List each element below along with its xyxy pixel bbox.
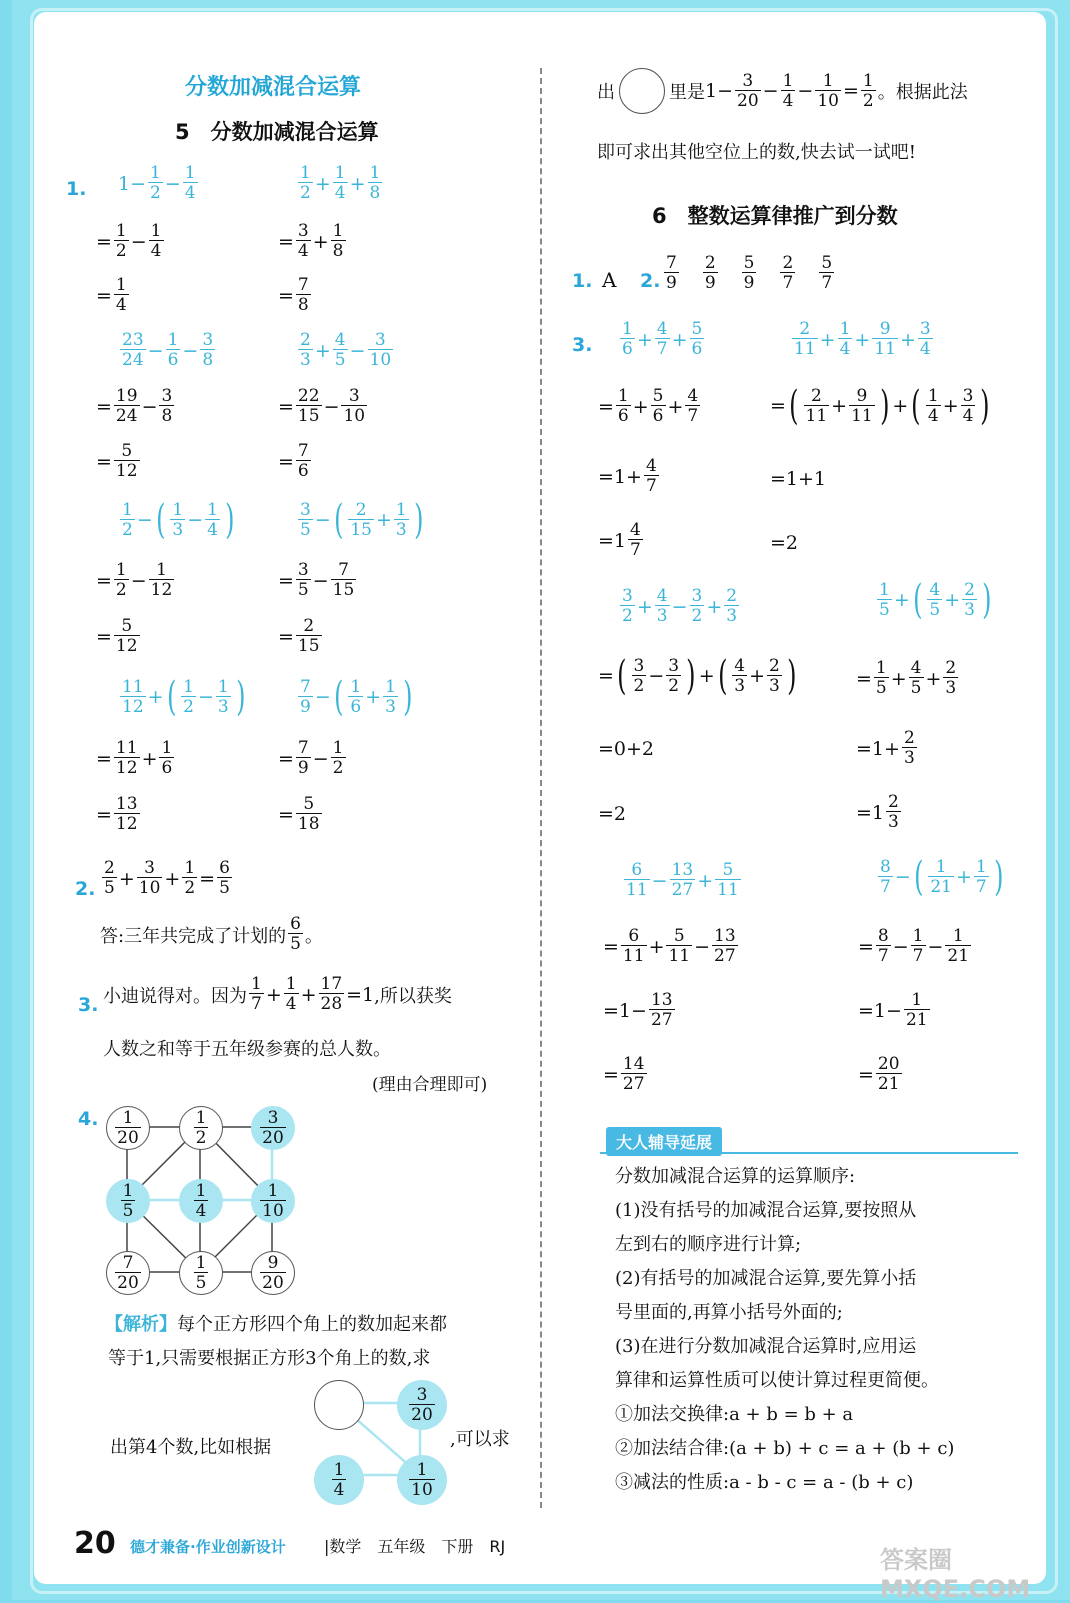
ext-line: 算律和运算性质可以使计算过程更简便。 [615,1370,939,1391]
q4-node-filled: $\frac{1}{4}$ [179,1179,223,1223]
q1d-step1: = $\frac{22}{15}$ − $\frac{3}{10}$ [278,386,366,426]
r3e-step3: = $\frac{14}{27}$ [603,1054,645,1094]
r3a-expr: $\frac{1}{6}$ + $\frac{4}{7}$ + $\frac{5}{6}$ [622,319,703,359]
main-title: 分数加减混合运算 [185,75,362,100]
extension-rule [600,1152,1018,1154]
q1h-expr: $\frac{7}{9}$ − ( $\frac{1}{6}$ + $\frac{1}{3}$ ) [300,674,413,720]
ext-line: ②加法结合律:(a + b) + c = a + (b + c) [615,1438,955,1459]
q1h-step2: = $\frac{5}{18}$ [278,794,320,834]
analysis-node-filled: $\frac{1}{4}$ [314,1455,364,1505]
ext-line: 号里面的,再算小括号外面的; [615,1302,843,1323]
q3-line1: 小迪说得对。因为 $\frac{1}{7}$ + $\frac{1}{4}$ + $\frac{17}{28}$ =1 ,所以获奖 [103,974,452,1014]
q3-label: 3. [78,994,99,1016]
column-divider [540,68,542,1508]
q1d-step2: = $\frac{7}{6}$ [278,441,309,481]
r3d-expr: $\frac{1}{5}$ + ( $\frac{4}{5}$ + $\frac{2}{3}$ ) [879,577,992,623]
q1f-step2: = $\frac{2}{15}$ [278,616,320,656]
ext-line: (2)有括号的加减混合运算,要先算小括 [615,1268,917,1289]
r3b-step3: =2 [770,532,799,554]
r3e-step1: = $\frac{6}{11}$ + $\frac{5}{11}$ − $\frac{13}{27}$ [603,926,736,966]
right-top-line1: 出 里是 1− $\frac{3}{20}$ − $\frac{1}{4}$ − $\frac{1}{10}$ = $\frac{1}{2}$ 。根据此法 [597,68,968,114]
r-q2-label: 2. [640,270,661,292]
r3e-step2: =1− $\frac{13}{27}$ [603,990,673,1030]
q1a-step1: = $\frac{1}{2}$ − $\frac{1}{4}$ [96,221,162,261]
r3f-step3: = $\frac{20}{21}$ [858,1054,900,1094]
r3b-step1: = ( $\frac{2}{11}$ + $\frac{9}{11}$ ) + ( $\frac{1}{4}$ + $\frac{3}{4}$ ) [770,383,990,429]
q1f-expr: $\frac{3}{5}$ − ( $\frac{2}{15}$ + $\frac{1}{3}$ ) [300,497,424,543]
r-q1-answer: A [602,268,617,292]
q4-node: $\frac{1}{5}$ [179,1251,223,1295]
empty-circle [619,68,665,114]
q4-node: $\frac{1}{2}$ [179,1106,223,1150]
q3-note: (理由合理即可) [372,1075,488,1095]
ext-line: ①加法交换律:a + b = b + a [615,1404,854,1425]
analysis-line2: 等于1,只需要根据正方形3个角上的数,求 [108,1348,431,1369]
r-q3-label: 3. [572,334,593,356]
q1b-step1: = $\frac{3}{4}$ + $\frac{1}{8}$ [278,221,344,261]
right-top-line2: 即可求出其他空位上的数,快去试一试吧! [597,142,916,163]
r3f-step2: =1− $\frac{1}{21}$ [858,990,928,1030]
q1a-step2: = $\frac{1}{4}$ [96,275,127,315]
r3d-step1: = $\frac{1}{5}$ + $\frac{4}{5}$ + $\frac{2}{3}$ [856,658,957,698]
r3a-step1: = $\frac{1}{6}$ + $\frac{5}{6}$ + $\frac{4}{7}$ [598,386,699,426]
analysis-line4: ,可以求 [450,1429,510,1450]
r3a-step2: =1+ $\frac{4}{7}$ [598,456,657,496]
q4-node: $\frac{7}{20}$ [106,1251,150,1295]
q1f-step1: = $\frac{3}{5}$ − $\frac{7}{15}$ [278,560,355,600]
r-q2-answers: $\frac{7}{9}$ $\frac{2}{9}$ $\frac{5}{9}$ $\frac{2}{7}$ $\frac{5}{7}$ [666,253,833,293]
r3e-expr: $\frac{6}{11}$ − $\frac{13}{27}$ + $\frac{5}{11}$ [626,860,739,900]
r3a-step3: =1 $\frac{4}{7}$ [598,520,641,560]
subject-info: |数学 五年级 下册 RJ [324,1537,506,1556]
q1e-expr: $\frac{1}{2}$ − ( $\frac{1}{3}$ − $\frac{1}{4}$ ) [122,497,235,543]
q1b-step2: = $\frac{7}{8}$ [278,275,309,315]
section-title-6: 6 整数运算律推广到分数 [652,204,898,228]
q1c-expr: $\frac{23}{24}$ − $\frac{1}{6}$ − $\frac{3}{8}$ [122,330,214,370]
ext-line: (3)在进行分数加减混合运算时,应用运 [615,1336,917,1357]
ext-line: ③减法的性质:a - b - c = a - (b + c) [615,1472,914,1493]
series-name: 德才兼备·作业创新设计 [130,1538,286,1556]
extension-tag: 大人辅导延展 [606,1127,722,1156]
q4-label: 4. [78,1108,99,1130]
ext-line: 左到右的顺序进行计算; [615,1234,802,1255]
q1-label: 1. [66,178,87,200]
section-title-5: 5 分数加减混合运算 [175,120,379,144]
q1a-expr: 1− $\frac{1}{2}$ − $\frac{1}{4}$ [118,163,196,203]
analysis-line1: 【解析】每个正方形四个角上的数加起来都 [105,1314,447,1335]
r3d-step2: =1+ $\frac{2}{3}$ [856,728,915,768]
q2-expr: $\frac{2}{5}$ + $\frac{3}{10}$ + $\frac{1}{2}$ = $\frac{6}{5}$ [104,858,230,898]
q1g-step2: = $\frac{13}{12}$ [96,794,138,834]
r3c-step2: =0+2 [598,738,655,760]
q4-node-filled: $\frac{1}{5}$ [106,1179,150,1223]
analysis-tag: 【解析】 [105,1314,177,1335]
q1c-step1: = $\frac{19}{24}$ − $\frac{3}{8}$ [96,386,173,426]
r3c-step3: =2 [598,803,627,825]
q2-label: 2. [75,878,96,900]
q1c-step2: = $\frac{5}{12}$ [96,441,138,481]
watermark: 答案圈 MXQE.COM [880,1546,1031,1603]
q3-line2: 人数之和等于五年级参赛的总人数。 [103,1039,391,1060]
q1e-step2: = $\frac{5}{12}$ [96,616,138,656]
q4-node: $\frac{1}{20}$ [106,1106,150,1150]
q1b-expr: $\frac{1}{2}$ + $\frac{1}{4}$ + $\frac{1}{8}$ [300,163,381,203]
analysis-node-filled: $\frac{3}{20}$ [397,1380,447,1430]
q1g-expr: $\frac{11}{12}$ + ( $\frac{1}{2}$ − $\frac{1}{3}$ ) [122,674,246,720]
r3d-step3: =1 $\frac{2}{3}$ [856,792,899,832]
analysis-empty-node [314,1380,364,1430]
ext-line: (1)没有括号的加减混合运算,要按照从 [615,1200,917,1221]
r-q1-label: 1. [572,270,593,292]
r3c-step1: = ( $\frac{3}{2}$ − $\frac{3}{2}$ ) + ( $\frac{4}{3}$ + $\frac{2}{3}$ ) [598,653,797,699]
r3b-expr: $\frac{2}{11}$ + $\frac{1}{4}$ + $\frac{9}{11}$ + $\frac{3}{4}$ [794,319,931,359]
page-number: 20 [74,1526,116,1561]
q4-node-filled: $\frac{1}{10}$ [251,1179,295,1223]
q4-node-filled: $\frac{3}{20}$ [251,1106,295,1150]
q1h-step1: = $\frac{7}{9}$ − $\frac{1}{2}$ [278,738,344,778]
r3f-step1: = $\frac{8}{7}$ − $\frac{1}{7}$ − $\frac{1}{21}$ [858,926,970,966]
q1d-expr: $\frac{2}{3}$ + $\frac{4}{5}$ − $\frac{3}{10}$ [300,330,392,370]
q4-node: $\frac{9}{20}$ [251,1251,295,1295]
q2-answer: 答:三年共完成了计划的 $\frac{6}{5}$ 。 [100,914,323,954]
extension-lines [615,1162,1035,1502]
analysis-node-filled: $\frac{1}{10}$ [397,1455,447,1505]
r3b-step2: =1+1 [770,468,827,490]
analysis-line3: 出第4个数,比如根据 [110,1437,272,1458]
ext-line: 分数加减混合运算的运算顺序: [615,1166,856,1187]
q1g-step1: = $\frac{11}{12}$ + $\frac{1}{6}$ [96,738,173,778]
r3c-expr: $\frac{3}{2}$ + $\frac{4}{3}$ − $\frac{3}{2}$ + $\frac{2}{3}$ [622,586,738,626]
q1e-step1: = $\frac{1}{2}$ − $\frac{1}{12}$ [96,560,173,600]
r3f-expr: $\frac{8}{7}$ − ( $\frac{1}{21}$ + $\frac{1}{7}$ ) [880,854,1004,900]
